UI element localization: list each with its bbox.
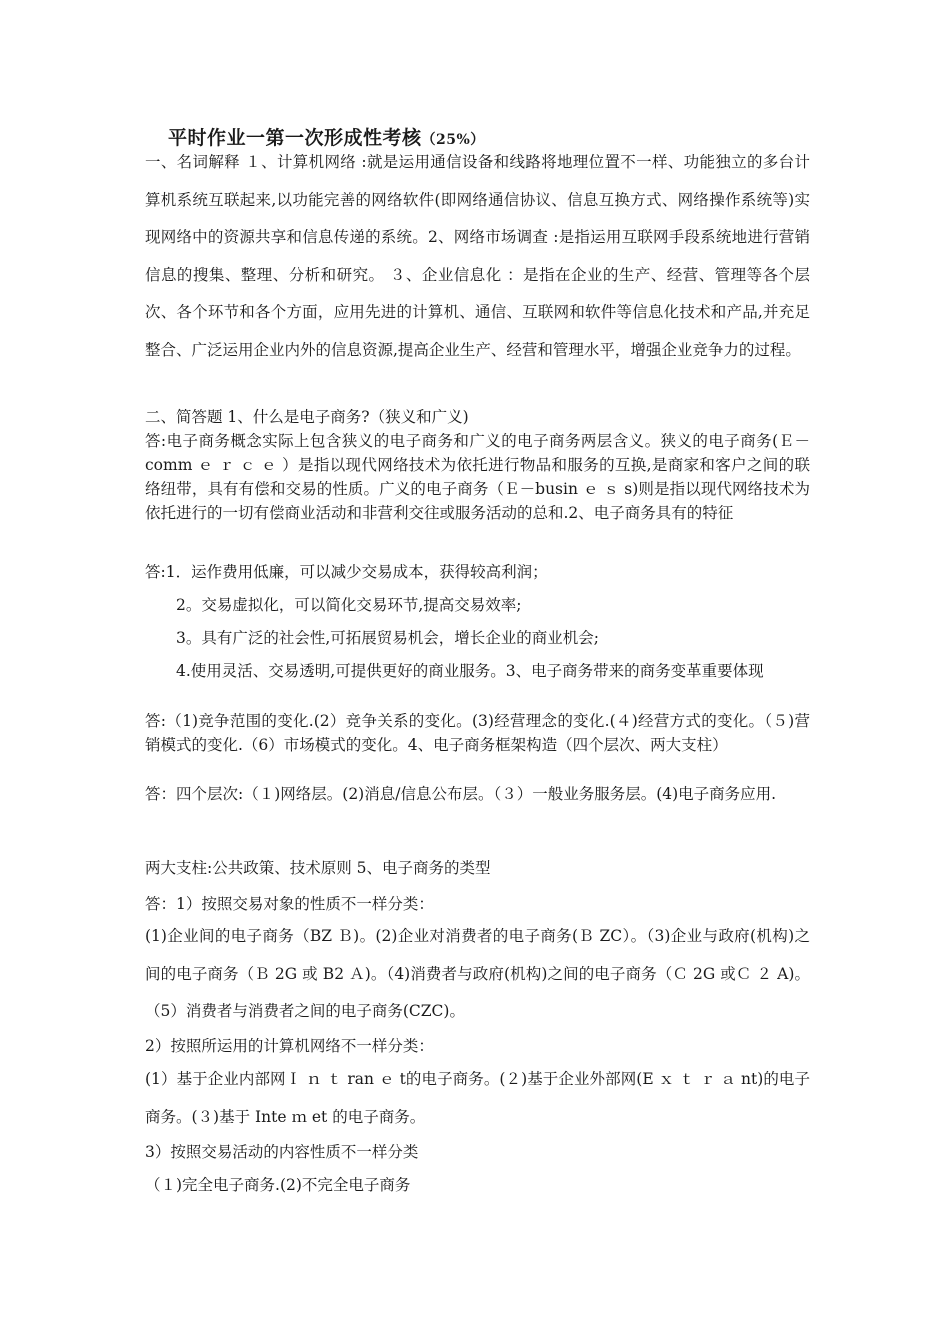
answer-2-line-1: 答:1．运作费用低廉，可以减少交易成本，获得较高利润；: [145, 563, 548, 581]
answer-2-line-3: 3。具有广泛的社会性,可拓展贸易机会，增长企业的商业机会;: [176, 629, 600, 647]
answer-5-types-1: (1)企业间的电子商务（BZ Ｂ)。(2)企业对消费者的电子商务(Ｂ ZC）。（3)企业与政府(机构)之间的电子商务（Ｂ 2G 或 B2 Ａ)。（4)消费者与政府(机构)之间的电子商务（Ｃ 2G 或Ｃ ２ A)。（5）消费者与消费者之间的电子商务(CZC)。: [145, 927, 810, 1020]
page-title: 平时作业一第一次形成性考核（25%）: [168, 127, 485, 149]
answer-4-pillars: 两大支柱:公共政策、技术原则 5、电子商务的类型: [145, 859, 491, 877]
answer-1: 答:电子商务概念实际上包含狭义的电子商务和广义的电子商务两层含义。狭义的电子商务(Ｅ－comm ｅ ｒ ｃ ｅ ）是指以现代网络技术为依托进行物品和服务的互换,是商家和客户之间的联络纽带，具有有偿和交易的性质。广义的电子商务（Ｅ－busin ｅ ｓ s)则是指以现代网络技术为依托进行的一切有偿商业活动和非营利交往或服务活动的总和.2、电子商务具有的特征: [145, 432, 810, 522]
answer-5-types-2: (1）基于企业内部网Ｉ ｎ ｔ ran ｅ t的电子商务。(２)基于企业外部网(E ｘ ｔ ｒ ａ nt)的电子商务。(３)基于 Inte ｍ et 的电子商务。: [145, 1070, 810, 1126]
answer-5-heading-1: 答：1）按照交易对象的性质不一样分类：: [145, 895, 434, 913]
answer-3: 答:（1)竞争范围的变化.(2）竞争关系的变化。(3)经营理念的变化.(４)经营方式的变化。（５)营销模式的变化.（6）市场模式的变化。4、电子商务框架构造（四个层次、两大支柱）: [145, 712, 810, 754]
answer-2-line-2: 2。交易虚拟化，可以简化交易环节,提高交易效率;: [176, 596, 522, 614]
answer-5-types-3: （１)完全电子商务.(2)不完全电子商务: [145, 1176, 411, 1194]
answer-4-layers: 答：四个层次:（１)网络层。(2)消息/信息公布层。（３）一般业务服务层。(4)电子商务应用.: [145, 785, 777, 803]
answer-2-line-4: 4.使用灵活、交易透明,可提供更好的商业服务。3、电子商务带来的商务变革重要体现: [176, 662, 764, 680]
answer-5-heading-2: 2）按照所运用的计算机网络不一样分类：: [145, 1037, 434, 1055]
section-1-definitions: 一、名词解释 １、计算机网络 :就是运用通信设备和线路将地理位置不一样、功能独立的多台计算机系统互联起来,以功能完善的网络软件(即网络通信协议、信息互换方式、网络操作系统等)实现网络中的资源共享和信息传递的系统。2、网络市场调查 :是指运用互联网手段系统地进行营销信息的搜集、整理、分析和研究。 ３、企业信息化 ：是指在企业的生产、经营、管理等各个层次、各个环节和各个方面，应用先进的计算机、通信、互联网和软件等信息化技术和产品,并充足整合、广泛运用企业内外的信息资源,提高企业生产、经营和管理水平，增强企业竞争力的过程。: [145, 153, 810, 359]
title-percentage: （25%）: [421, 132, 485, 148]
question-1: 二、简答题 1、什么是电子商务?（狭义和广义): [145, 408, 469, 426]
answer-5-heading-3: 3）按照交易活动的内容性质不一样分类: [145, 1143, 419, 1161]
